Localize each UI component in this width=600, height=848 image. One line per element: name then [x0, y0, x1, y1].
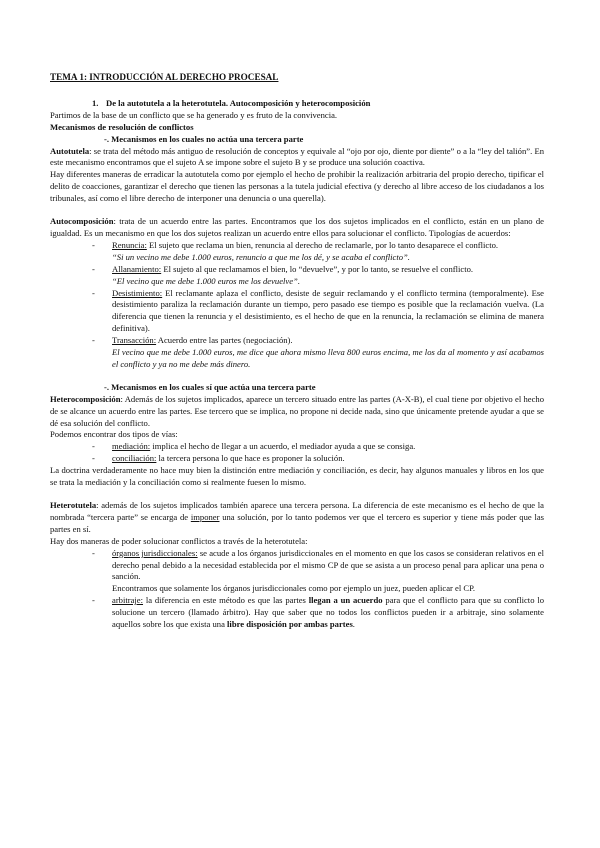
- list-item-mediacion: [50, 441, 544, 453]
- desistimiento-term: Desistimiento:: [112, 287, 163, 298]
- list-dash: -: [92, 287, 95, 298]
- section-heading-text: De la autotutela a la heterotutela. Autocomposición y heterocomposición: [106, 97, 371, 108]
- desistimiento-text: El reclamante aplaza el conflicto, desiste de seguir reclamando y el conflicto termina (temporalmente). Ese desistimiento paraliza la reclamación durante un tiempo, pero pasado ese tiempo es posible que la reclamación vuelva. (La diferencia que tienen la renuncia y el desistimiento, es el hecho de que en la renuncia, la reclamación se elimina de manera definitiva).: [112, 287, 544, 334]
- list-dash: -: [92, 595, 95, 606]
- list-dash: -: [92, 263, 95, 274]
- section-heading: [92, 98, 544, 110]
- renuncia-example: “Si un vecino me debe 1.000 euros, renuncio a que me los dé, y se acaba el conflicto”.: [112, 251, 410, 262]
- conciliacion-term: conciliación:: [112, 453, 157, 464]
- transaccion-example: El vecino que me debe 1.000 euros, me dice que ahora mismo lleva 800 euros encima, me los da al momento y así acabamos el conflicto y ya no me debe más dinero.: [112, 347, 544, 369]
- autotutela-term: Autotutela: [50, 145, 90, 156]
- list-item-renuncia: [50, 240, 544, 264]
- arbitraje-bold-b: libre disposición por ambas partes: [227, 619, 353, 630]
- allanamiento-term: Allanamiento:: [112, 263, 162, 274]
- subheading-no-third-party: -. Mecanismos en los cuales no actúa una tercera parte: [104, 133, 304, 144]
- renuncia-text: El sujeto que reclama un bien, renuncia al derecho de reclamarle, por lo tanto desaparece el conflicto.: [146, 239, 499, 250]
- section-number: 1.: [92, 97, 99, 108]
- autocomposicion-term: Autocomposición: [50, 216, 114, 227]
- arbitraje-bold-a: llegan a un acuerdo: [308, 595, 383, 606]
- list-dash: -: [92, 547, 95, 558]
- agreement-types-list: [50, 240, 544, 371]
- organos-note: Encontramos que solamente los órganos jurisdiccionales como por ejemplo un juez, pueden aplicar el CP.: [112, 583, 476, 594]
- mediacion-term: mediación:: [112, 441, 151, 452]
- autocomposicion-text: : trata de un acuerdo entre las partes. Encontramos que los dos sujetos implicados en el conflicto, están en un plano de igualdad. Es un mecanismo en que los dos sujetos realizan un acuerdo entre ellos para solucionar el conflicto. Tipologías de acuerdos:: [50, 216, 544, 238]
- list-dash: -: [92, 239, 95, 250]
- autotutela-text: : se trata del método más antiguo de resolución de conceptos y equivale al “ojo por ojo, diente por diente” o a la “ley del talión”. En este mecanismo encontramos que el sujeto A se impone sobre el sujeto B y se produce una solución coactiva.: [50, 145, 544, 168]
- ways-list: [50, 441, 544, 465]
- arbitraje-text-a: la diferencia en este método es que las partes: [143, 595, 309, 606]
- intro-paragraph: Partimos de la base de un conflicto que se ha generado y es fruto de la convivencia.: [50, 109, 338, 120]
- subheading-third-party: -. Mecanismos en los cuales sí que actúa una tercera parte: [104, 381, 316, 392]
- heterocomposicion-paragraph: [50, 394, 544, 430]
- heterotutela-text-a: : además de los sujetos implicados también aparece una tercera persona. La diferencia de este mecanismo es el hecho de que la nombrada “tercera parte” se encarga de: [50, 500, 544, 522]
- list-item-conciliacion: [50, 453, 544, 465]
- heterotutela-text-b: una solución, por lo tanto podemos ver que el tercero es superior y tiene más poder que las partes en sí.: [50, 511, 544, 534]
- heterocomposicion-text: : Además de los sujetos implicados, aparece un tercero situado entre las partes (A-X-B), el cual tiene por objetivo el hecho de se alcance un acuerdo entre las partes. Ese tercero que se implica, no propone ni decide nada, sino que únicamente pretende ayudar a que se dé esa solución del conflicto.: [50, 393, 544, 428]
- mediacion-text: implica el hecho de llegar a un acuerdo, el mediador ayuda a que se consiga.: [150, 441, 416, 452]
- heterotutela-ways-intro: Hay dos maneras de poder solucionar conflictos a través de la heterotutela:: [50, 535, 308, 546]
- list-dash: -: [92, 453, 95, 464]
- conciliacion-text: la tercera persona lo que hace es proponer la solución.: [156, 453, 345, 464]
- autocomposicion-paragraph: [50, 216, 544, 240]
- list-item-desistimiento: [50, 288, 544, 336]
- allanamiento-text: El sujeto al que reclamamos el bien, lo “devuelve”, y por lo tanto, se resuelve el conflicto.: [161, 263, 474, 274]
- autotutela-paragraph: [50, 146, 544, 170]
- list-dash: -: [92, 441, 95, 452]
- allanamiento-example: “El vecino que me debe 1.000 euros me los devuelve”.: [112, 275, 300, 286]
- organos-text: se acude a los órganos jurisdiccionales en el momento en que los casos se consideran relativos en el derecho penal debido a la necesidad establecida por el mismo CP de que se asista a un proceso penal para aplicar una pena o sanción.: [112, 547, 544, 582]
- heterotutela-ways-list: [50, 548, 544, 631]
- list-item-transaccion: [50, 335, 544, 371]
- list-item-organos: [50, 548, 544, 596]
- renuncia-term: Renuncia:: [112, 239, 147, 250]
- document-body: [50, 72, 544, 631]
- arbitraje-term: arbitraje:: [112, 595, 144, 606]
- organos-term: órganos jurisdiccionales:: [112, 547, 198, 558]
- list-item-allanamiento: [50, 264, 544, 288]
- heterocomposicion-term: Heterocomposición: [50, 393, 121, 404]
- arbitraje-text-b: para que el conflicto para que su conflicto lo solucione un tercero (llamado árbitro). Hay que saber que no todos los conflictos pueden ir a arbitraje, sino solamente aquellos sobre los que exista una: [112, 595, 544, 630]
- heterotutela-term: Heterotutela: [50, 500, 97, 510]
- list-dash: -: [92, 335, 95, 346]
- ways-intro: Podemos encontrar dos tipos de vías:: [50, 429, 178, 440]
- autotutela-paragraph-2: Hay diferentes maneras de erradicar la autotutela como por ejemplo el hecho de prohibir la realización arbitraria del propio derecho, tipificar el delito de coacciones, garantizar el derecho que tienen las personas a la tutela judicial efectiva (y derecho al libre acceso de los ciudadanos a los tribunales, así como el libre derecho de interponer una denuncia o una querella).: [50, 169, 544, 204]
- document-title: TEMA 1: INTRODUCCIÓN AL DERECHO PROCESAL: [50, 72, 279, 82]
- transaccion-term: Transacción:: [112, 335, 157, 346]
- mechanisms-heading: Mecanismos de resolución de conflictos: [50, 121, 194, 132]
- heterotutela-paragraph: [50, 500, 544, 536]
- imponer-word: imponer: [190, 511, 220, 522]
- arbitraje-text-c: .: [352, 619, 355, 630]
- list-item-arbitraje: [50, 595, 544, 631]
- transaccion-text: Acuerdo entre las partes (negociación).: [156, 335, 293, 346]
- doctrine-paragraph: La doctrina verdaderamente no hace muy bien la distinción entre mediación y conciliación, es decir, hay algunos manuales y libros en los que se trata la mediación y la conciliación como si realmente fuesen lo mismo.: [50, 465, 544, 488]
